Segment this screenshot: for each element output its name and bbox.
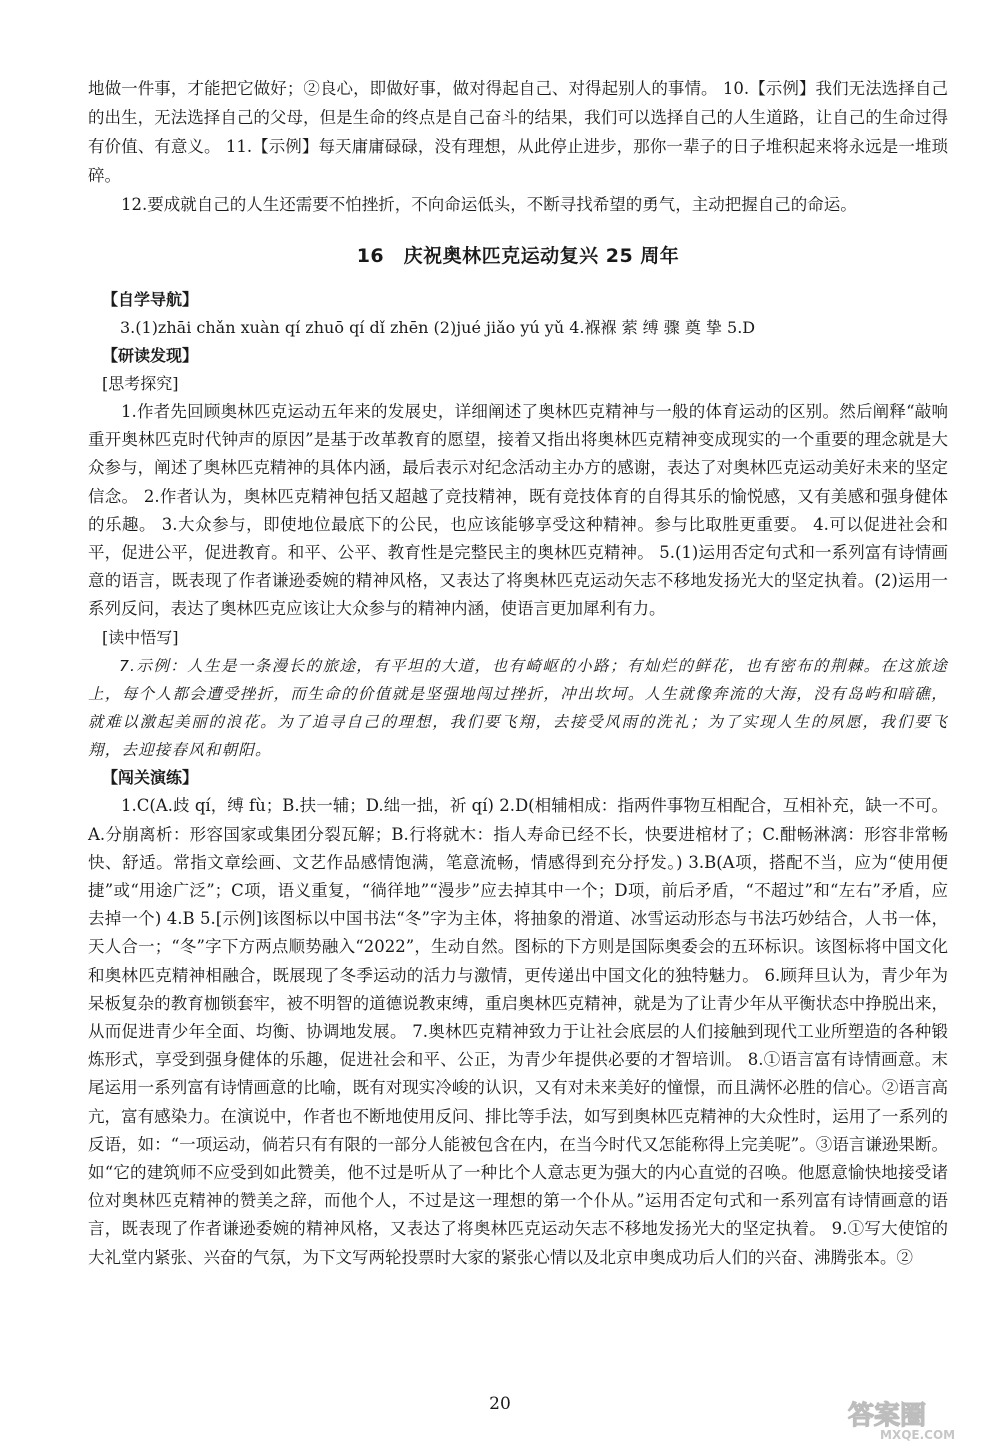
reading-writing-heading: [读中悟写] [102, 627, 179, 647]
watermark-logo-icon [842, 1394, 992, 1442]
watermark-logo [842, 1394, 992, 1442]
drills-heading: 【闯关演练】 [102, 768, 199, 788]
lesson-title: 16 庆祝奥林匹克运动复兴 25 周年 [356, 245, 680, 267]
research-section [88, 342, 948, 764]
svg-text:答案圈: 答案圈 [848, 1401, 927, 1431]
research-heading: 【研读发现】 [102, 346, 199, 365]
self-study-content: 3.(1)zhāi chǎn xuàn qí zhuō qí dǐ zhēn (2)jué jiǎo yú yǔ 4.褓褓 萦 缚 骤 奠 挚 5.D [120, 318, 756, 337]
answer-paragraph-10-11: 地做一件事，才能把它做好；②良心，即做好事，做对得起自己、对得起别人的事情。 10.【示例】我们无法选择自己的出生，无法选择自己的父母，但是生命的终点是自己奋斗的结果，我们可以选择自己的人生道路，让自己的生命过得有价值、有意义。 11.【示例】每天庸庸碌碌，没有理想，从此停止进步，那你一辈子的日子堆积起来将永远是一堆琐碎。 [88, 79, 948, 185]
drills-content: 1.C(A.歧 qí，缚 fù；B.扶一辅；D.绌一拙，祈 qí) 2.D(相辅相成：指两件事物互相配合，互相补充，缺一不可。A.分崩离析：形容国家或集团分裂瓦解；B.行将就木：指人寿命已经不长，快要进棺材了；C.酣畅淋漓：形容非常畅快、舒适。常指文章绘画、文艺作品感情饱满，笔意流畅，情感得到充分抒发。) 3.B(A项，搭配不当，应为“使用便捷”或“用途广泛”；C项，语义重复，“徜徉地”“漫步”应去掉其中一个；D项，前后矛盾，“不超过”和“左右”矛盾，应去掉一个) 4.B 5.[示例]该图标以中国书法“冬”字为主体，将抽象的滑道、冰雪运动形态与书法巧妙结合，人书一体，天人合一；“冬”字下方两点顺势融入“2022”，生动自然。图标的下方则是国际奥委会的五环标识。该图标将中国文化和奥林匹克精神相融合，既展现了冬季运动的活力与激情，更传递出中国文化的独特魅力。 6.顾拜旦认为，青少年为呆板复杂的教育枷锁套牢，被不明智的道德说教束缚，重启奥林匹克精神，就是为了让青少年从平衡状态中挣脱出来，从而促进青少年全面、均衡、协调地发展。 7.奥林匹克精神致力于让社会底层的人们接触到现代工业所塑造的各种锻炼形式，享受到强身健体的乐趣，促进社会和平、公正，为青少年提供必要的才智培训。 8.①语言富有诗情画意。末尾运用一系列富有诗情画意的比喻，既有对现实冷峻的认识，又有对未来美好的憧憬，而且满怀必胜的信心。②语言高亢，富有感染力。在演说中，作者也不断地使用反问、排比等手法，如写到奥林匹克精神的大众性时，运用了一系列的反语，如：“一项运动，倘若只有有限的一部分人能被包含在内，在当今时代又怎能称得上完美呢”。③语言谦逊果断。如“它的建筑师不应受到如此赞美，他不过是听从了一种比个人意志更为强大的内心直觉的召唤。他愿意愉快地接受诸位对奥林匹克精神的赞美之辞，而他个人，不过是这一理想的第一个仆从。”运用否定句式和一系列富有诗情画意的语言，既表现了作者谦逊委婉的精神风格，又表达了将奥林匹克运动矢志不移地发扬光大的坚定执着。 9.①写大使馆的大礼堂内紧张、兴奋的气氛，为下文写两轮投票时大家的紧张心情以及北京申奥成功后人们的兴奋、沸腾张本。② [88, 796, 948, 1267]
page-number: 20 [489, 1394, 511, 1414]
handwritten-example [88, 652, 948, 765]
self-study-section [88, 286, 948, 342]
svg-text:MXQE.COM: MXQE.COM [880, 1428, 956, 1442]
drills-section [88, 764, 948, 1271]
think-explore-content: 1.作者先回顾奥林匹克运动五年来的发展史，详细阐述了奥林匹克精神与一般的体育运动的区别。然后阐释“敲响重开奥林匹克时代钟声的原因”是基于改革教育的愿望，接着又指出将奥林匹克精神变成现实的一个重要的理念就是大众参与，阐述了奥林匹克精神的具体内涵，最后表示对纪念活动主办方的感谢，表达了对奥林匹克运动美好未来的坚定信念。 2.作者认为，奥林匹克精神包括又超越了竞技精神，既有竞技体育的自得其乐的愉悦感，又有美感和强身健体的乐趣。 3.大众参与，即使地位最底下的公民，也应该能够享受这种精神。参与比取胜更重要。 4.可以促进社会和平，促进公平，促进教育。和平、公平、教育性是完整民主的奥林匹克精神。 5.(1)运用否定句式和一系列富有诗情画意的语言，既表现了作者谦逊委婉的精神风格，又表达了将奥林匹克运动矢志不移地发扬光大的坚定执着。(2)运用一系列反问，表达了奥林匹克应该让大众参与的精神内涵，使语言更加犀利有力。 [88, 402, 948, 619]
continued-answers [88, 74, 948, 219]
self-study-heading: 【自学导航】 [102, 290, 199, 309]
think-explore-heading: [思考探究] [102, 374, 179, 393]
answer-paragraph-12: 12.要成就自己的人生还需要不怕挫折，不向命运低头，不断寻找希望的勇气，主动把握自己的命运。 [121, 195, 857, 214]
reading-writing-content: 7.示例：人生是一条漫长的旅途，有平坦的大道，也有崎岖的小路；有灿烂的鲜花，也有密布的荆棘。在这旅途上，每个人都会遭受挫折，而生命的价值就是坚强地闯过挫折，冲出坎坷。人生就像奔流的大海，没有岛屿和暗礁，就难以激起美丽的浪花。为了追寻自己的理想，我们要飞翔，去接受风雨的洗礼；为了实现人生的夙愿，我们要飞翔，去迎接春风和朝阳。 [88, 656, 948, 760]
document-page [88, 74, 948, 1272]
